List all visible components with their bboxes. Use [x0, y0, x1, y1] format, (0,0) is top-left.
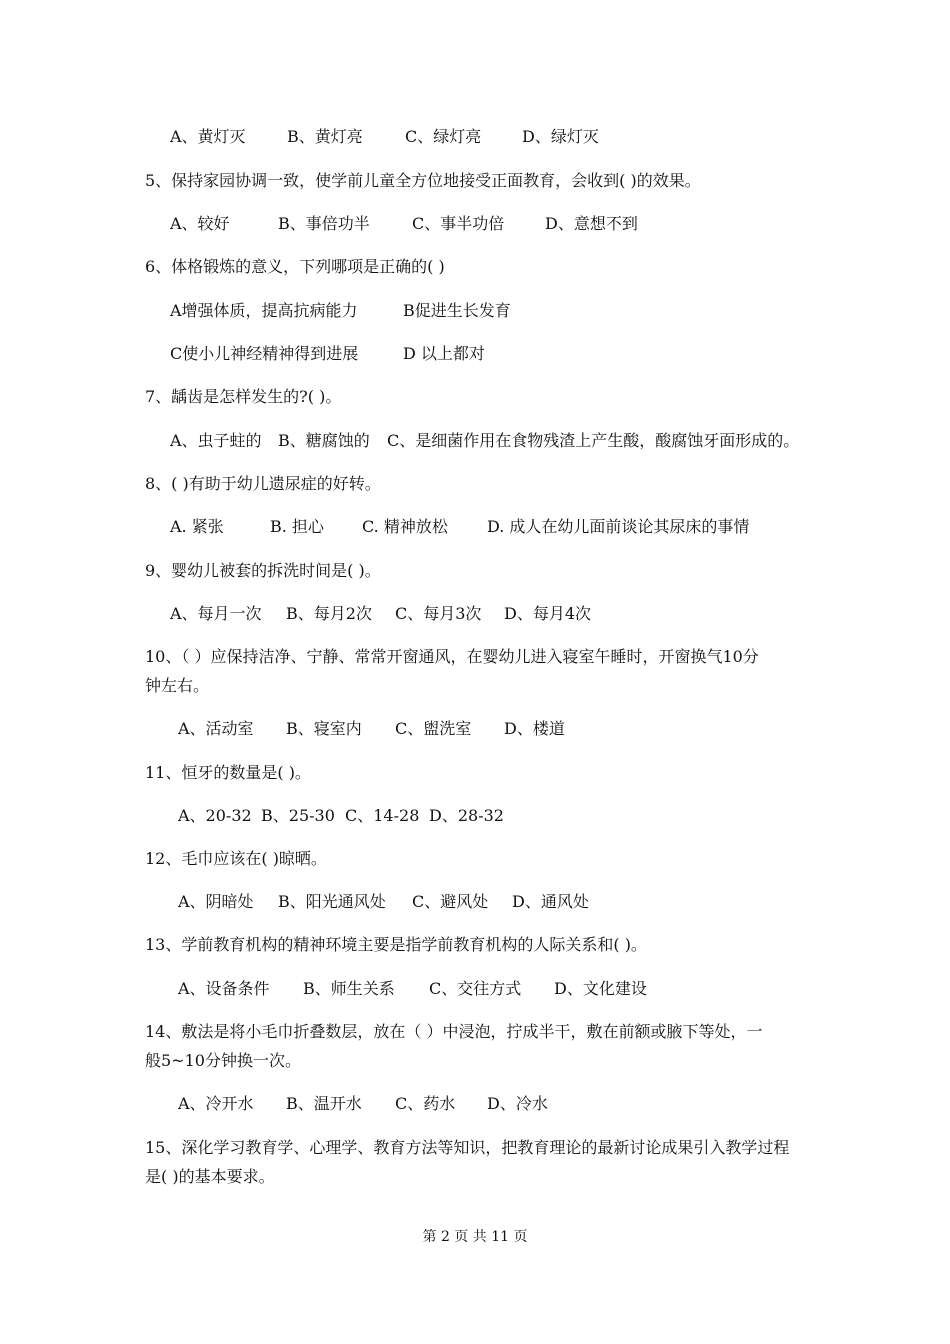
- q4-option-d: D、绿灯灭: [522, 127, 599, 146]
- q12-question: 12、毛巾应该在( )晾晒。: [145, 849, 327, 868]
- q9-option-a: A、每月一次: [170, 604, 262, 623]
- q13-question: 13、学前教育机构的精神环境主要是指学前教育机构的人际关系和( )。: [145, 935, 647, 954]
- q10-option-b: B、寝室内: [286, 719, 362, 738]
- q14-question-line2: 般5~10分钟换一次。: [145, 1051, 301, 1070]
- q10-option-c: C、盥洗室: [395, 719, 472, 738]
- q5-option-c: C、事半功倍: [412, 214, 505, 233]
- q7-question: 7、龋齿是怎样发生的?( )。: [145, 387, 342, 406]
- q11-option-d: D、28-32: [429, 806, 504, 825]
- q5-options: [0, 213, 950, 235]
- q15-question-line2: 是( )的基本要求。: [145, 1167, 275, 1186]
- q6-option-a: A增强体质，提高抗病能力: [170, 301, 358, 320]
- q10-option-a: A、活动室: [178, 719, 254, 738]
- q8-options: [0, 516, 950, 538]
- q5-option-d: D、意想不到: [545, 214, 638, 233]
- q14-option-a: A、冷开水: [178, 1094, 254, 1113]
- q6-options-row1: [0, 300, 950, 322]
- q6-question: 6、体格锻炼的意义，下列哪项是正确的( ): [145, 257, 445, 276]
- q7-option-c: C、是细菌作用在食物残渣上产生酸，酸腐蚀牙面形成的。: [387, 431, 800, 450]
- q11-option-c: C、14-28: [345, 806, 420, 825]
- q10-question-line1: 10、（ ）应保持洁净、宁静、常常开窗通风，在婴幼儿进入寝室午睡时，开窗换气10分: [145, 647, 759, 666]
- q9-question: 9、婴幼儿被套的拆洗时间是( )。: [145, 561, 381, 580]
- q9-option-b: B、每月2次: [286, 604, 372, 623]
- q9-option-c: C、每月3次: [395, 604, 482, 623]
- q10-option-d: D、楼道: [504, 719, 565, 738]
- q11-option-b: B、25-30: [261, 806, 335, 825]
- q8-option-d: D. 成人在幼儿面前谈论其尿床的事情: [487, 517, 750, 536]
- q9-option-d: D、每月4次: [504, 604, 592, 623]
- q13-options: [0, 978, 950, 1000]
- q4-option-c: C、绿灯亮: [405, 127, 482, 146]
- q13-option-a: A、设备条件: [178, 979, 270, 998]
- q6-options-row2: [0, 343, 950, 365]
- q8-option-c: C. 精神放松: [362, 517, 448, 536]
- q11-option-a: A、20-32: [178, 806, 252, 825]
- q7-option-a: A、虫子蛀的: [170, 431, 262, 450]
- q13-option-d: D、文化建设: [554, 979, 647, 998]
- q8-option-a: A. 紧张: [170, 517, 224, 536]
- q14-option-d: D、冷水: [487, 1094, 548, 1113]
- q7-options: [0, 430, 950, 452]
- q4-option-b: B、黄灯亮: [287, 127, 363, 146]
- page-footer: 第 2 页 共 11 页: [422, 1229, 528, 1245]
- q5-option-b: B、事倍功半: [278, 214, 370, 233]
- q8-question: 8、( )有助于幼儿遗尿症的好转。: [145, 474, 381, 493]
- q13-option-c: C、交往方式: [429, 979, 522, 998]
- q10-options: [0, 718, 950, 740]
- q7-option-b: B、糖腐蚀的: [278, 431, 370, 450]
- q12-option-d: D、通风处: [512, 892, 589, 911]
- q12-options: [0, 891, 950, 913]
- q15-question-line1: 15、深化学习教育学、心理学、教育方法等知识，把教育理论的最新讨论成果引入教学过程: [145, 1138, 790, 1157]
- q14-question-line1: 14、敷法是将小毛巾折叠数层，放在（ ）中浸泡，拧成半干，敷在前额或腋下等处，一: [145, 1022, 763, 1041]
- q4-options: [0, 126, 950, 148]
- q8-option-b: B. 担心: [270, 517, 324, 536]
- q14-option-b: B、温开水: [286, 1094, 362, 1113]
- q12-option-a: A、阴暗处: [178, 892, 254, 911]
- q4-option-a: A、黄灯灭: [170, 127, 246, 146]
- q13-option-b: B、师生关系: [303, 979, 395, 998]
- q12-option-c: C、避风处: [412, 892, 489, 911]
- q14-options: [0, 1093, 950, 1115]
- q5-question: 5、保持家园协调一致，使学前儿童全方位地接受正面教育，会收到( )的效果。: [145, 171, 701, 190]
- q6-option-c: C使小儿神经精神得到进展: [170, 344, 359, 363]
- q11-question: 11、恒牙的数量是( )。: [145, 763, 311, 782]
- q9-options: [0, 603, 950, 625]
- q6-option-b: B促进生长发育: [403, 301, 511, 320]
- q10-question-line2: 钟左右。: [145, 676, 210, 695]
- q6-option-d: D 以上都对: [403, 344, 485, 363]
- q14-option-c: C、药水: [395, 1094, 456, 1113]
- q5-option-a: A、较好: [170, 214, 230, 233]
- q12-option-b: B、阳光通风处: [278, 892, 386, 911]
- q11-options: [0, 805, 950, 827]
